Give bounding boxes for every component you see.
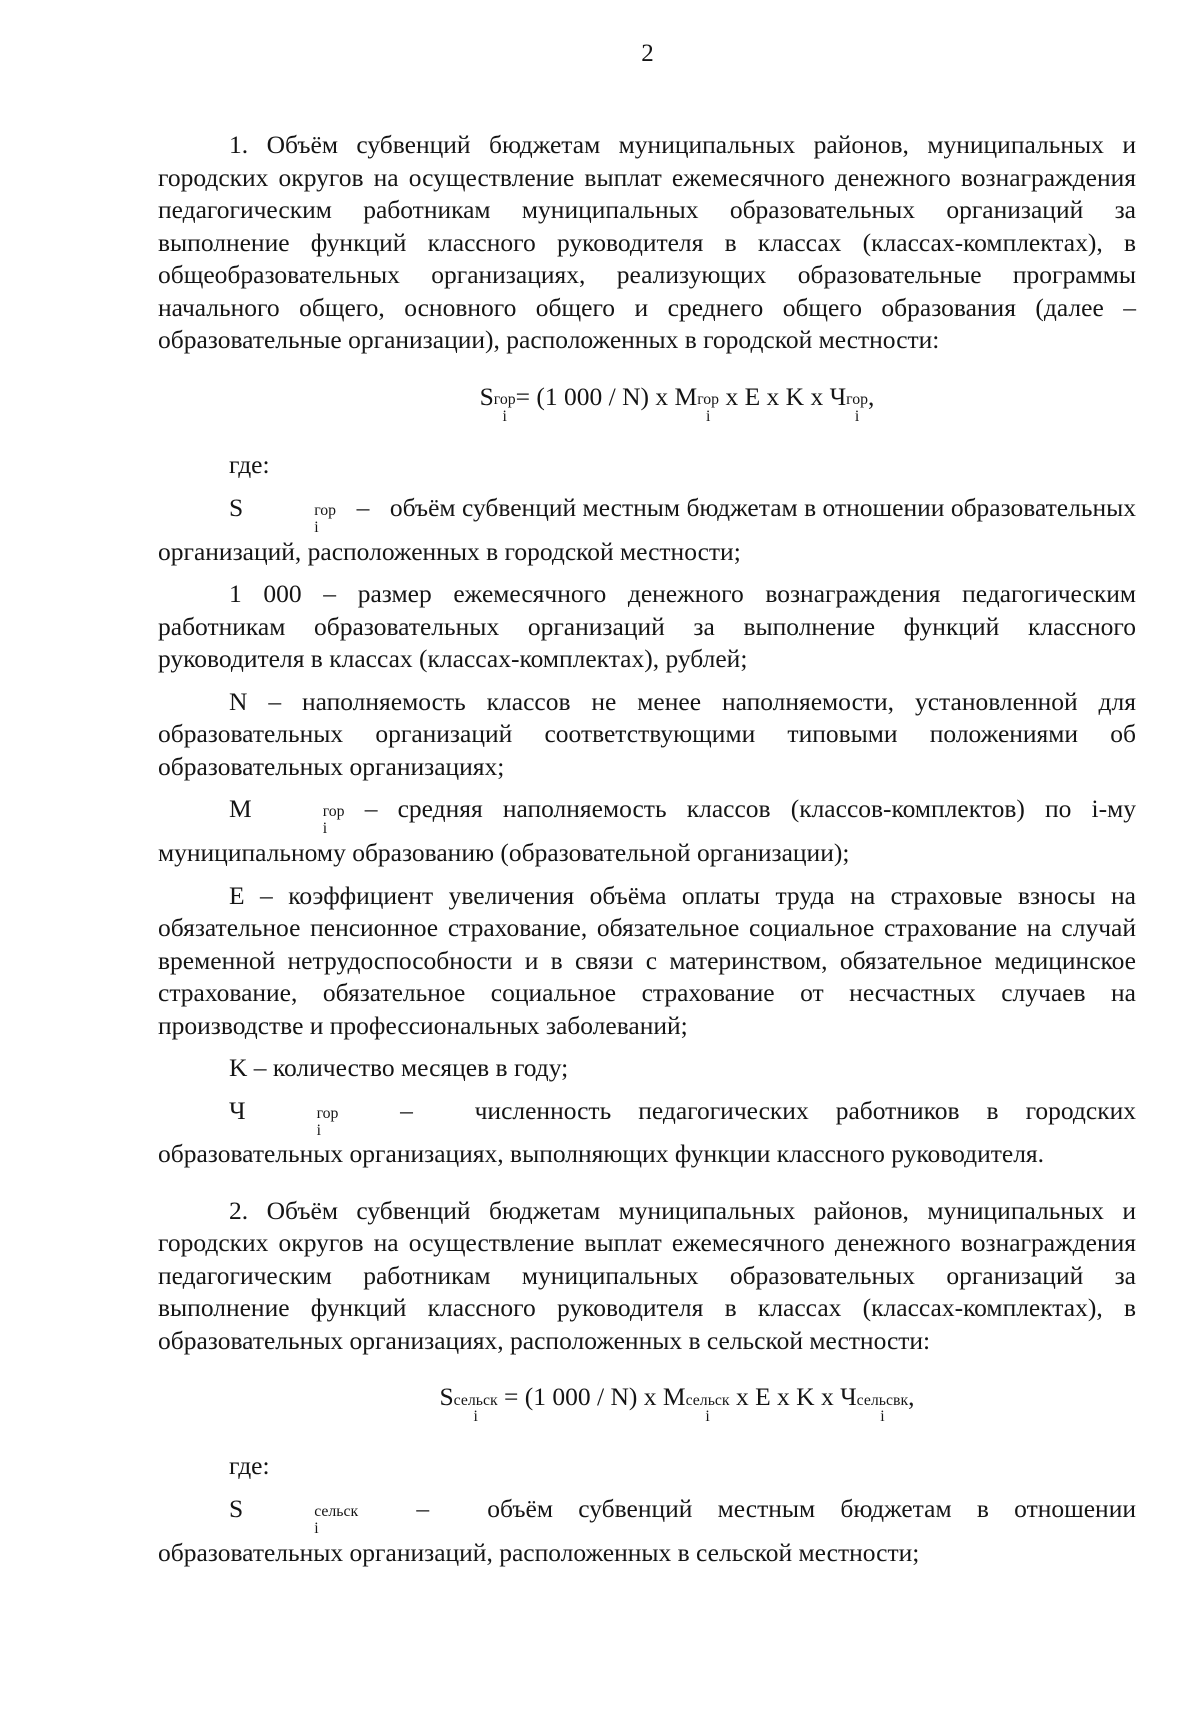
def-k: K – количество месяцев в году;	[229, 1053, 569, 1083]
formula-s-sup: гор	[493, 390, 516, 408]
def-s-rural: S сельск i – объём субвенций местным бюджетам в отношении образовательных организаций, расположенных в сельской местности;	[158, 1493, 1136, 1567]
def-s-text: объём субвенций местным бюджетам в отношении образовательных организаций, расположенных в городской местности;	[158, 492, 1136, 566]
formula2-s-sup: сельск	[453, 1391, 498, 1409]
def-ch-sub: i	[316, 1121, 321, 1139]
formula-m-sub: i	[705, 407, 711, 425]
def-m-sup: гор	[322, 803, 345, 821]
def-n: N – наполняемость классов не менее наполняемости, установленной для образовательных организаций соответствующими типовыми положениями об образовательных организациях;	[158, 686, 1136, 781]
def-ch-symbol: Ч	[229, 1095, 246, 1125]
formula-rural	[158, 1381, 1136, 1425]
def2-s-sup: сельск	[314, 1502, 359, 1520]
where-label-2: где:	[229, 1451, 270, 1481]
formula2-s-symbol: S	[439, 1382, 454, 1412]
formula2-ch-sub: i	[880, 1408, 885, 1426]
formula2-ch-sup: сельсвк	[856, 1391, 909, 1409]
formula-s-symbol: S	[479, 381, 494, 411]
formula-s-sub: i	[502, 407, 507, 425]
where-label-1: где:	[229, 450, 270, 480]
def-m-urban: M гор i – средняя наполняемость классов (классов-комплектов) по i-му муниципальному образованию (образовательной организации);	[158, 794, 1136, 868]
formula2-end: ,	[908, 1382, 915, 1412]
def-e: E – коэффициент увеличения объёма оплаты труда на страховые взносы на обязательное пенсионное страхование, обязательное социальное страхование на случай временной нетрудоспособности и в связи с материнством, обязательное медицинское страхование, обязательное социальное страхование от несчастных случаев на производстве и профессиональных заболеваний;	[158, 880, 1136, 1040]
formula2-mid: x E x K x Ч	[729, 1382, 857, 1412]
formula-eq: = (1 000 / N) x M	[515, 381, 698, 411]
formula-urban	[158, 381, 1136, 425]
def-ch-text: численность педагогических работников в городских образовательных организациях, выполняющих функции классного руководителя.	[158, 1095, 1136, 1169]
def-s-symbol: S	[229, 492, 244, 522]
def-s-urban: S гор i – объём субвенций местным бюджетам в отношении образовательных организаций, расположенных в городской местности;	[158, 492, 1136, 566]
formula-m-sup: гор	[697, 390, 720, 408]
formula-ch-sub: i	[854, 407, 860, 425]
def-m-sub: i	[322, 820, 328, 838]
def2-s-symbol: S	[229, 1493, 244, 1523]
def2-s-text: объём субвенций местным бюджетам в отношении образовательных организаций, расположенных в сельской местности;	[158, 1493, 1136, 1567]
formula-ch-sup: гор	[846, 390, 869, 408]
document-body	[158, 129, 1136, 1569]
def-m-text: средняя наполняемость классов (классов-комплектов) по i-му муниципальному образованию (образовательной организации);	[158, 794, 1136, 868]
section-2-intro: 2. Объём субвенций бюджетам муниципальных районов, муниципальных и городских округов на осуществление выплат ежемесячного денежного вознаграждения педагогическим работникам муниципальных образовательных организаций за выполнение функций классного руководителя в классах (классах-комплектах), в образовательных организациях, расположенных в сельской местности:	[158, 1195, 1136, 1355]
formula2-s-sub: i	[473, 1408, 478, 1426]
def2-s-sub: i	[314, 1519, 319, 1537]
page-number: 2	[641, 40, 654, 67]
def-s-sub: i	[314, 518, 319, 536]
def-s-sup: гор	[314, 502, 337, 520]
def-ch-sup: гор	[316, 1104, 339, 1122]
formula2-eq: = (1 000 / N) x M	[497, 1382, 686, 1412]
section-1-intro: 1. Объём субвенций бюджетам муниципальных районов, муниципальных и городских округов на осуществление выплат ежемесячного денежного вознаграждения педагогическим работникам муниципальных образовательных организаций за выполнение функций классного руководителя в классах (классах-комплектах), в общеобразовательных организациях, реализующих образовательные программы начального общего, основного общего и среднего общего образования (далее – образовательные организации), расположенных в городской местности:	[158, 130, 1136, 354]
def-m-symbol: M	[229, 794, 252, 824]
formula-mid: x E x K x Ч	[719, 381, 847, 411]
def-1000: 1 000 – размер ежемесячного денежного вознаграждения педагогическим работникам образовательных организаций за выполнение функций классного руководителя в классах (классах-комплектах), рублей;	[158, 579, 1136, 674]
def-ch-urban: Ч гор i – численность педагогических работников в городских образовательных организациях, выполняющих функции классного руководителя.	[158, 1095, 1136, 1169]
formula2-m-sup: сельск	[685, 1391, 730, 1409]
formula2-m-sub: i	[705, 1408, 710, 1426]
formula-end: ,	[868, 381, 875, 411]
